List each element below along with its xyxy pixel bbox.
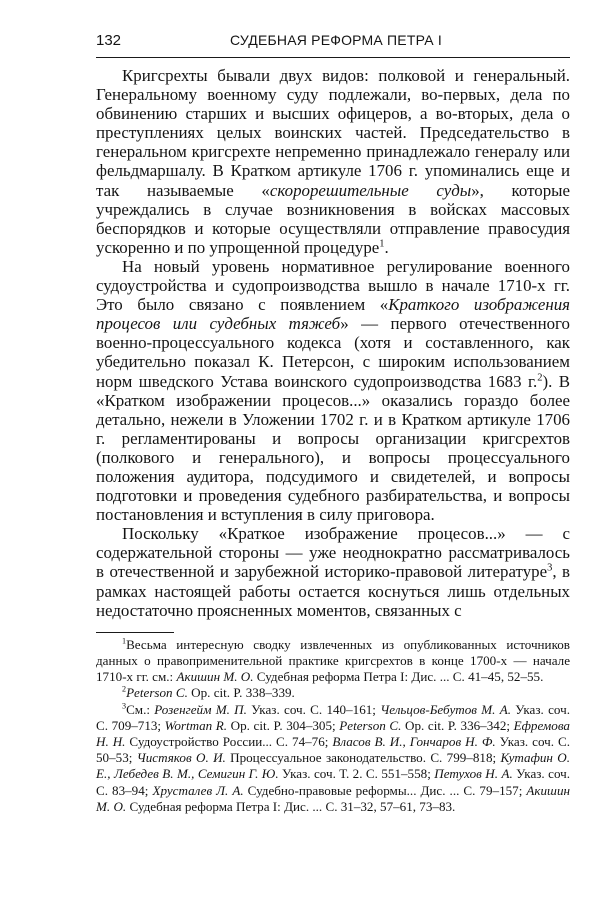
footnote-separator: [96, 632, 174, 633]
paragraph-3: [96, 524, 570, 619]
italic-text: Ефремова Н. Н.: [96, 717, 570, 749]
italic-text: Розенгейм М. П.: [154, 701, 247, 717]
paragraph-2: [96, 257, 570, 524]
text-run: Судебная реформа Петра I: Дис. ... С. 31–32, 57–61, 73–83.: [126, 798, 456, 814]
text-run: См.:: [126, 701, 155, 717]
italic-text: Wortman R.: [164, 717, 228, 733]
text-run: Процессуальное законодательство. С. 799–818;: [225, 750, 501, 766]
text-run: », которые учреждались в случае возникновения в войсках массовых беспорядков и которые осуществляли отправление правосудия ускоренно и по упрощенной процедуре: [96, 180, 571, 257]
text-run: Судоустройство России... С. 74–76;: [125, 733, 333, 749]
italic-text: Власов В. И., Гончаров Н. Ф.: [332, 733, 496, 749]
text-run: Весьма интересную сводку извлеченных из опубликованных источников данных о правоприменительной практике кригсрехтов в конце 1700-х — начале 1710-х гг. см.:: [96, 636, 570, 685]
italic-text: Хрусталев Л. А.: [152, 782, 244, 798]
text-run: Судебно-правовые реформы... Дис. ... С. 79–157;: [243, 782, 527, 798]
book-page: [96, 30, 570, 815]
italic-text: Акишин М. О.: [176, 669, 254, 685]
page-number: 132: [96, 32, 122, 49]
paragraph-1: [96, 66, 570, 257]
text-run: Указ. соч. С. 50–53;: [96, 733, 570, 766]
text-run: Кригсрехты бывали двух видов: полковой и генеральный. Генеральному военному суду подлежали, во-первых, дела по обвинению старших и высших офицеров, а во-вторых, дела о преступлениях целых воинских частей. Председательство в генеральном кригсрехте непременно принадлежало генералу или фельдмаршалу. В Кратком артикуле 1706 г. упоминались еще и так называемые «: [96, 66, 570, 200]
text-run: Op. cit. P. 304–305;: [227, 717, 340, 733]
footnote-1: [96, 637, 570, 686]
italic-text: Peterson C.: [339, 717, 402, 733]
text-run: , в рамках настоящей работы остается коснуться лишь отдельных недостаточно проясненных моментов, связанных с: [96, 562, 571, 620]
footnote-marker: 2: [122, 684, 127, 694]
text-run: ). В «Кратком изображении процесов...» оказались гораздо более детально, нежели в Уложении 1702 г. и в Кратком артикуле 1706 г. регламентированы и вопросы организации кригсрехтов (полкового и генерального), и вопросы процессуального положения аудитора, подсудимого и свидетелей, и вопросы подготовки и проведения судебного разбирательства, и вопросы постановления и вступления в силу приговора.: [96, 371, 570, 525]
text-run: Указ. соч. Т. 2. С. 551–558;: [278, 766, 435, 782]
italic-text: Акишин М. О.: [96, 782, 570, 814]
body-text: [96, 66, 570, 620]
text-run: Судебная реформа Петра I: Дис. ... С. 41–45, 52–55.: [253, 669, 544, 685]
running-head: [96, 30, 570, 58]
italic-text: Петухов Н. А.: [434, 766, 513, 782]
footnote-marker: 1: [379, 238, 385, 250]
footnote-marker: 1: [122, 636, 127, 646]
footnote-2: [96, 685, 570, 701]
footnote-3: [96, 702, 570, 815]
text-run: Op. cit. P. 338–339.: [187, 685, 295, 701]
text-run: Поскольку «Краткое изображение процесов...» — с содержательной стороны — уже неоднократно рассматривалось в отечественной и зарубежной историко-правовой литературе: [96, 524, 570, 582]
text-run: Op. cit. P. 336–342;: [401, 717, 514, 733]
footnote-marker: 3: [122, 701, 127, 711]
text-run: Указ. соч. С. 140–161;: [246, 701, 381, 717]
text-run: Указ. соч. С. 709–713;: [96, 701, 570, 733]
italic-text: скорорешительные суды: [269, 180, 472, 200]
footnotes: [96, 637, 570, 815]
text-run: На новый уровень нормативное регулирование военного судоустройства и судопроизводства вышло в начале 1710-х гг. Это было связано с появлением «: [96, 256, 570, 315]
text-run: .: [384, 237, 389, 257]
italic-text: Чельцов-Бебутов М. А.: [380, 701, 511, 717]
running-title: СУДЕБНАЯ РЕФОРМА ПЕТРА I: [230, 32, 442, 48]
italic-text: Кутафин О. Е., Лебедев В. М., Семигин Г. Ю.: [96, 750, 570, 782]
footnote-marker: 3: [547, 562, 553, 574]
text-run: Указ. соч. С. 83–94;: [96, 766, 571, 798]
italic-text: Краткого изображения процесов или судебных тяжеб: [96, 295, 570, 334]
footnote-marker: 2: [537, 371, 543, 383]
text-run: » — первого отечественного военно-процессуального кодекса (хотя и составленного, как убедительно показал К. Петерсон, с широким использованием норм шведского Устава воинского судопроизводства 1683 г.: [96, 314, 570, 391]
italic-text: Peterson C.: [126, 685, 188, 701]
italic-text: Чистяков О. И.: [136, 750, 226, 766]
